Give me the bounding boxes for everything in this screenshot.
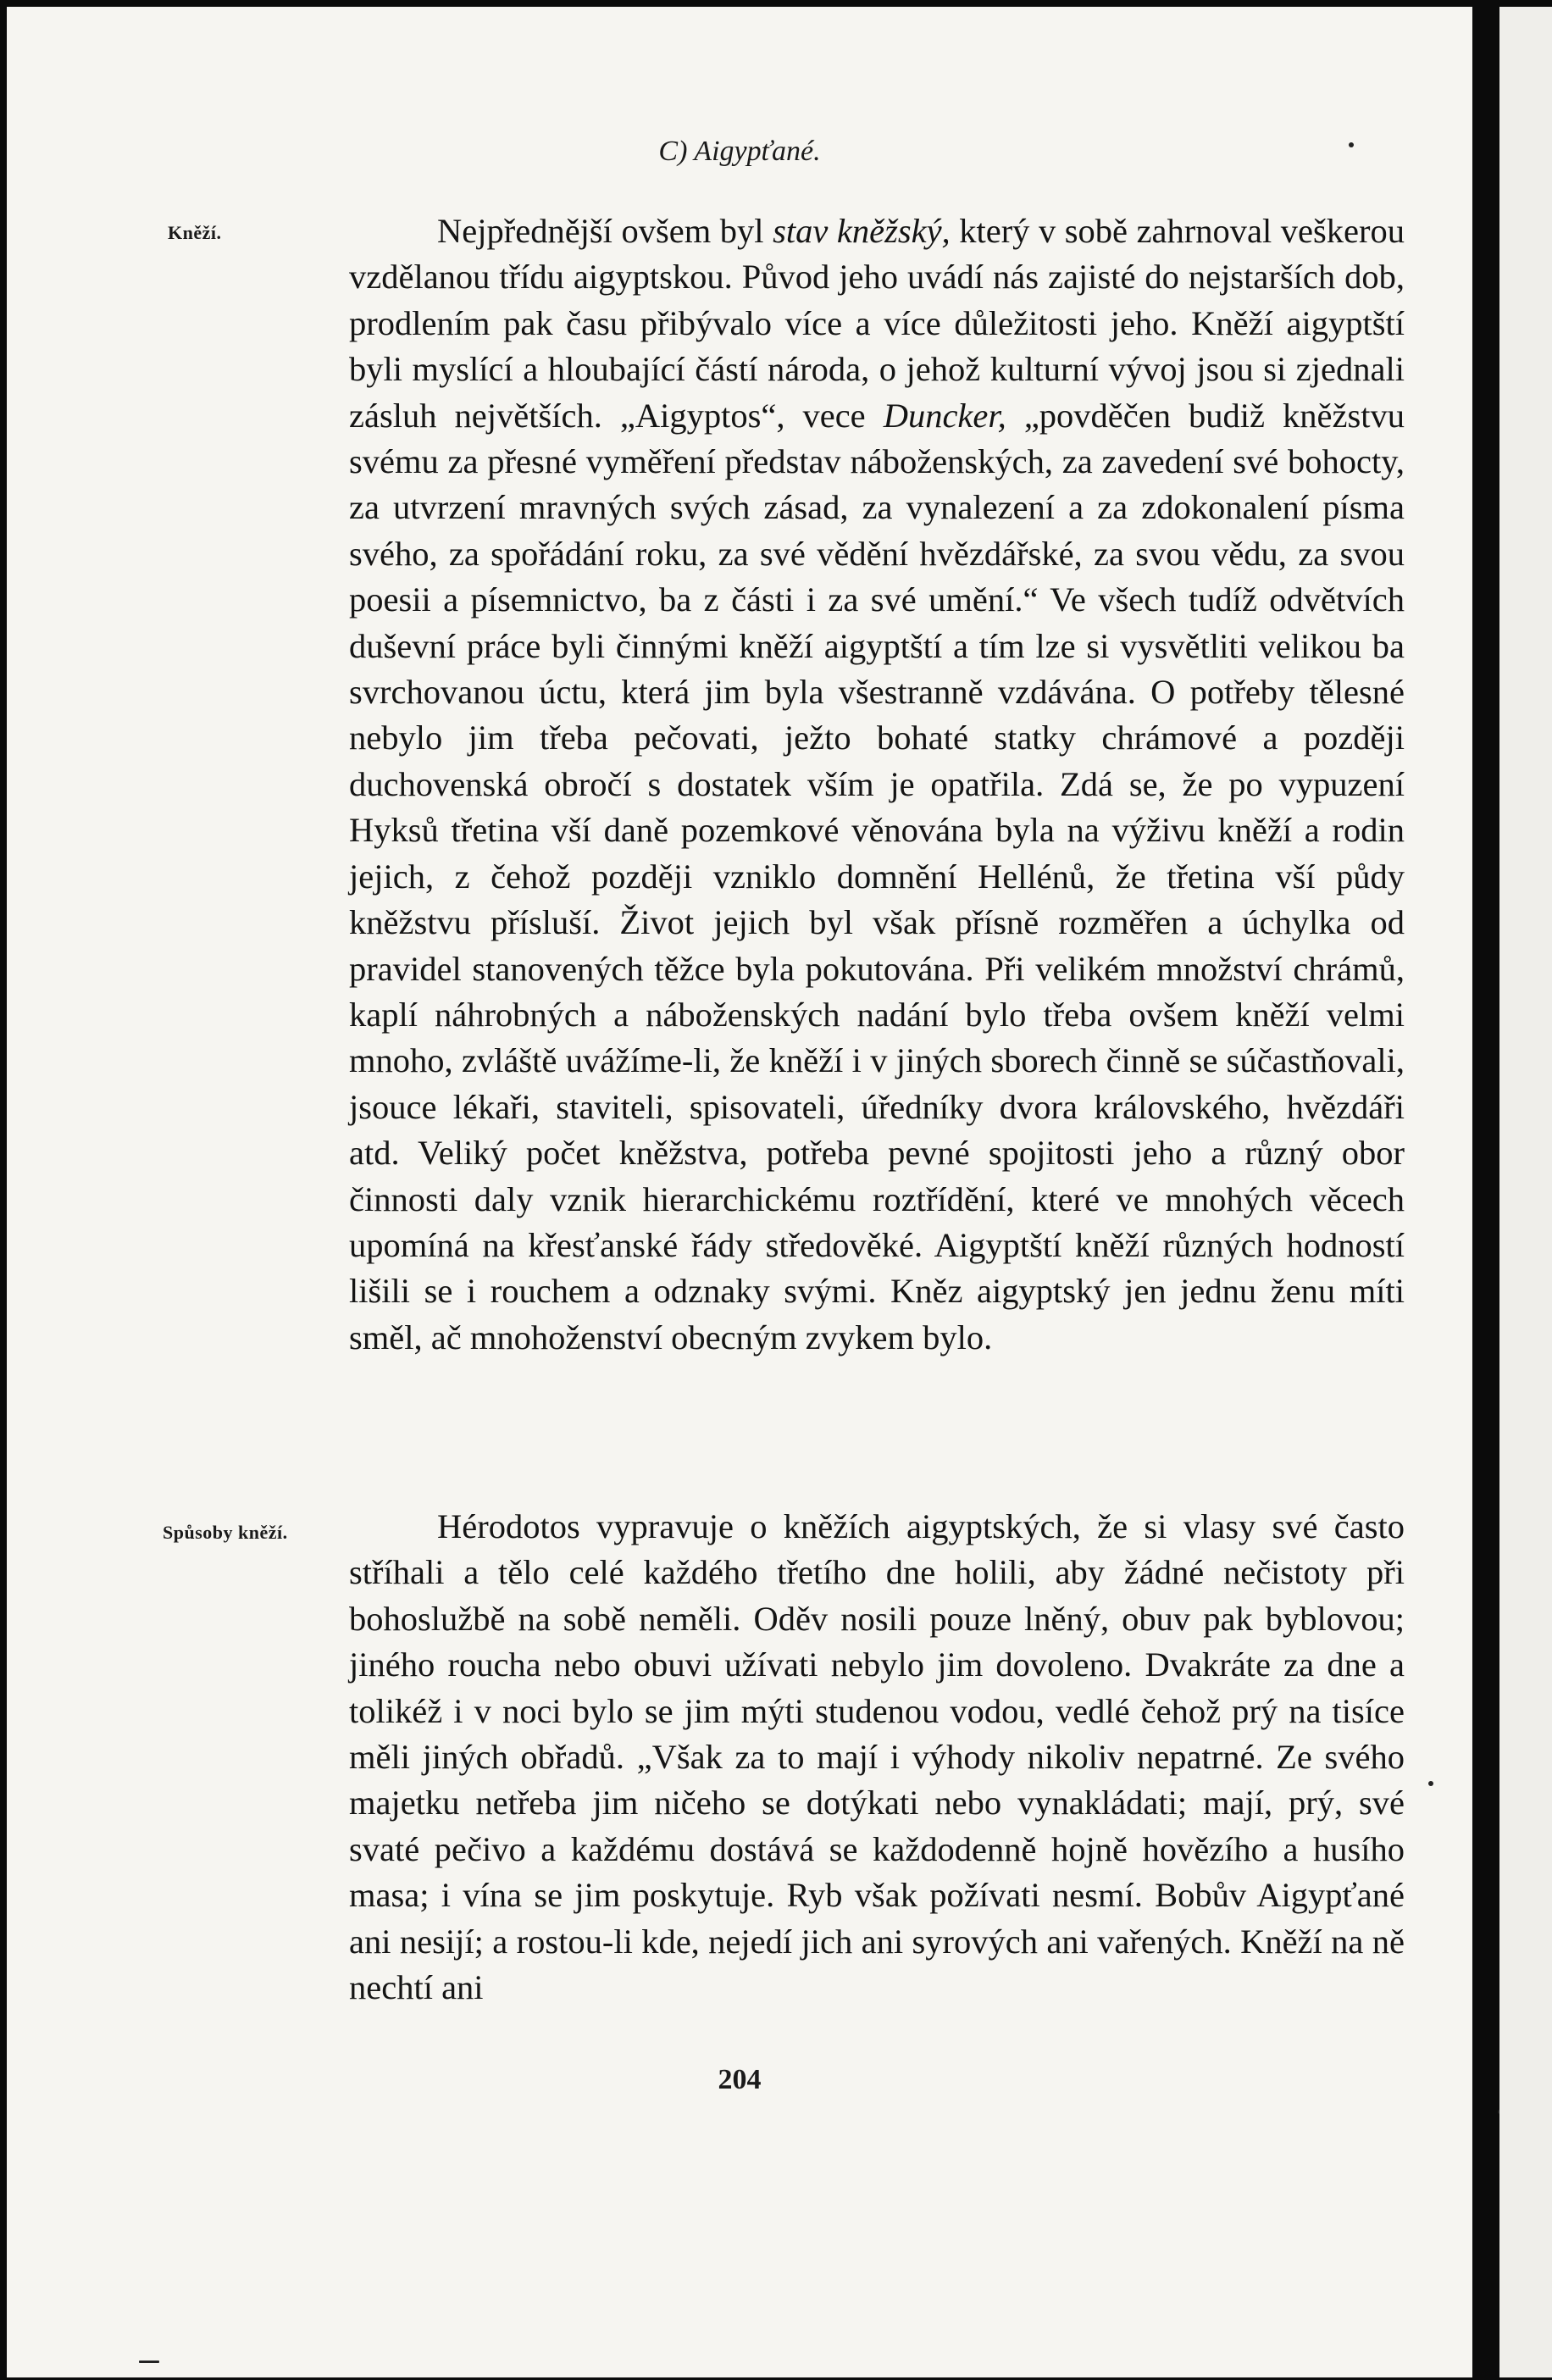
adjacent-page-edge	[1499, 7, 1552, 2377]
paragraph-2: Hérodotos vypravuje o kněžích aigyptských, že si vlasy své často stříhali a tělo celé každého třetího dne holili, aby žádné nečistoty při bohoslužbě na sobě neměli. Oděv nosili pouze lněný, obuv pak byblovou; jiného roucha nebo obuvi užívati nebylo jim dovoleno. Dvakráte za dne a tolikéž i v noci bylo se jim mýti studenou vodou, vedlé čehož prý na tisíce měli jiných obřadů. „Však za to mají i výhody nikoliv nepatrné. Ze svého majetku netřeba jim ničeho se dotýkati nebo vynakládati; mají, prý, své svaté pečivo a každému dostává se každodenně hojně hovězího a husího masa; i vína se jim poskytuje. Ryb však požívati nesmí. Bobův Aigypťané ani nesijí; a rostou-li kde, nejedí jich ani syrových ani vařených. Kněží na ně nechtí ani	[349, 1507, 1405, 2007]
scan-speck	[1349, 142, 1354, 147]
scan-speck	[1428, 1781, 1433, 1786]
running-header: C) Aigypťané.	[658, 136, 821, 167]
scan-mark	[139, 2361, 159, 2363]
margin-note-zpusoby-knezi: Spůsoby kněží.	[163, 1522, 288, 1543]
page-number: 204	[718, 2064, 762, 2095]
paragraph-1-middle: který v sobě zahrnoval veškerou vzdělanou třídu aigyptskou. Původ jeho uvádí nás zajisté do nejstarších dob, prodlením pak času přibývalo více a více důležitosti jeho. Kněží aigyptští byli myslící a hloubající částí národa, o jehož kulturní vývoj jsou si zjednali zásluh největších. „Aigyptos“, vece	[349, 212, 1405, 435]
book-page	[7, 7, 1472, 2377]
paragraph-1-end: „povděčen budiž kněžstvu svému za přesné vyměření představ náboženských, za zavedení své bohocty, za utvrzení mravných svých zásad, za vynalezení a za zdokonalení písma svého, za spořádání roku, za své vědění hvězdářské, za svou vědu, za svou poesii a písemnictvo, ba z části i za své umění.“ Ve všech tudíž odvětvích duševní práce byli činnými kněží aigyptští a tím lze si vysvětliti velikou ba svrchovanou úctu, která jim byla všestranně vzdávána. O potřeby tělesné nebylo jim třeba pečovati, ježto bohaté statky chrámové a později duchovenská obročí s dostatek vším je opatřila. Zdá se, že po vypuzení Hyksů třetina vší daně pozemkové věnována byla na výživu kněží a rodin jejich, z čehož později vzniklo domnění Hellénů, že třetina vší půdy kněžstvu přísluší. Život jejich byl však přísně rozměřen a úchylka od pravidel stanovených těžce byla pokutována. Při velikém množství chrámů, kaplí náhrobných a náboženských nadání bylo třeba ovšem kněží velmi mnoho, zvláště uvážíme-li, že kněží i v jiných sborech činně se súčastňovali, jsouce lékaři, staviteli, spisovateli, úředníky dvora královského, hvězdáři atd. Veliký počet kněžstva, potřeba pevné spojitosti jeho a různý obor činnosti daly vznik hierarchickému roztřídění, které ve mnohých věcech upomíná na křesťanské řády středověké. Aigyptští kněží různých hodností lišili se i rouchem a odznaky svými. Kněz aigyptský jen jednu ženu míti směl, ač mnohoženství obecným zvykem bylo.	[349, 396, 1405, 1356]
paragraph-1	[349, 208, 1405, 1361]
margin-note-knezi: Kněží.	[168, 222, 222, 243]
paragraph-1-start: Nejpřednější ovšem byl	[437, 212, 773, 250]
emphasis-stav-knezsky: stav kněžský,	[773, 212, 951, 250]
emphasis-duncker: Duncker,	[883, 396, 1006, 435]
